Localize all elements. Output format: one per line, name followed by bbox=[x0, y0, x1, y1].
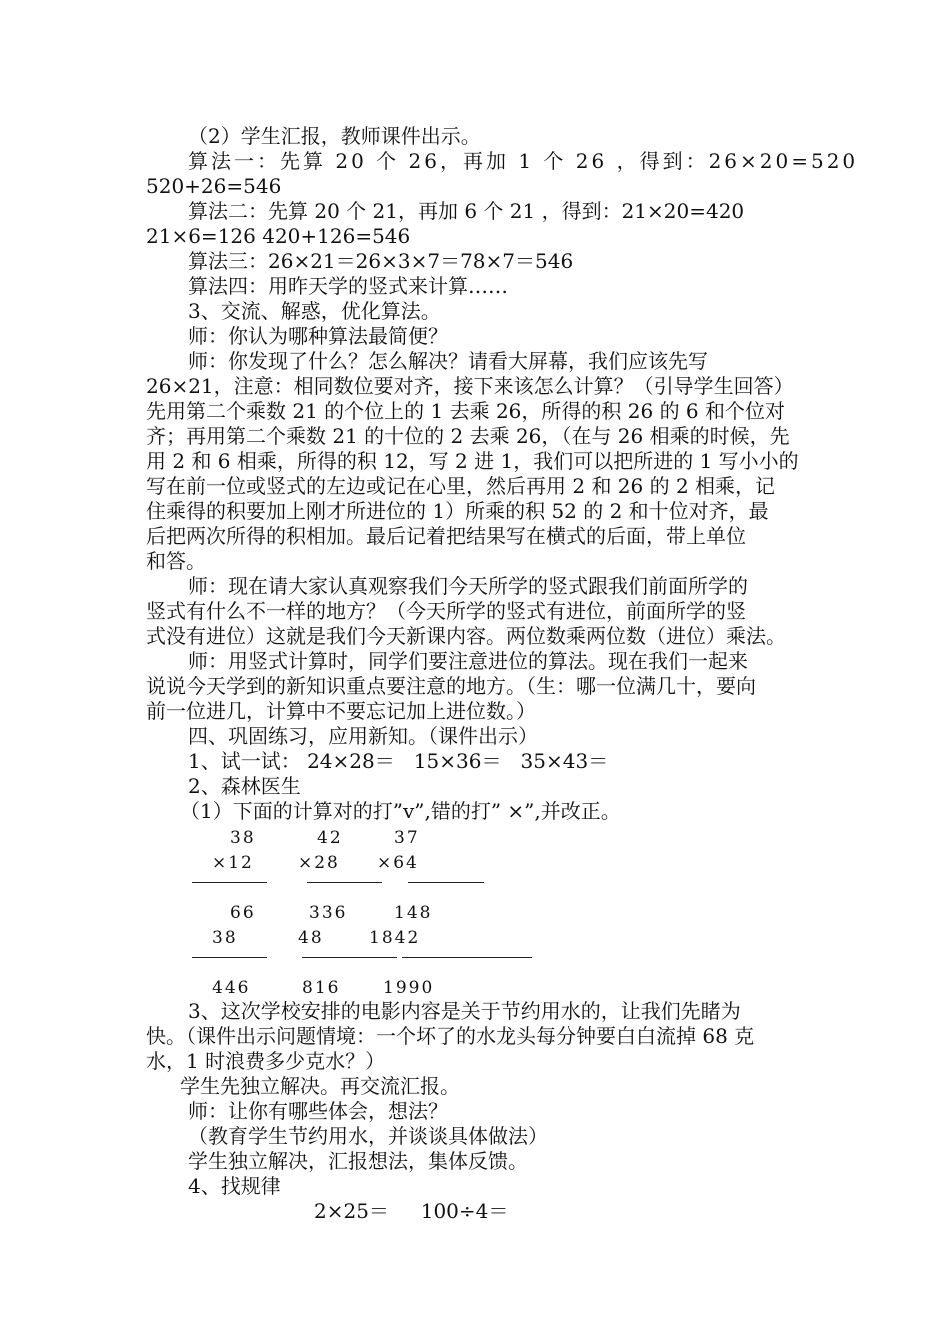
vertical-digit: ×64 bbox=[377, 853, 419, 873]
text-line: 2×25＝ 100÷4＝ bbox=[314, 1199, 509, 1223]
text-line: 算法四：用昨天学的竖式来计算…… bbox=[188, 274, 508, 298]
vertical-digit: 38 bbox=[212, 928, 238, 948]
divider-line bbox=[408, 882, 484, 883]
text-line: 算法三：26×21＝26×3×7＝78×7＝546 bbox=[188, 249, 574, 273]
text-line: 520+26=546 bbox=[146, 174, 282, 198]
text-line: 学生独立解决，汇报想法，集体反馈。 bbox=[188, 1149, 528, 1173]
text-line: 和答。 bbox=[146, 549, 206, 573]
text-line: 师：现在请大家认真观察我们今天所学的竖式跟我们前面所学的 bbox=[188, 574, 748, 598]
divider-line bbox=[402, 957, 532, 958]
text-line: 说说今天学到的新知识重点要注意的地方。（生：哪一位满几十，要向 bbox=[146, 674, 756, 698]
text-line: 算法一：先算 20 个 26，再加 1 个 26 ，得到：26×20=520 bbox=[188, 149, 859, 173]
text-line: 21×6=126 420+126=546 bbox=[146, 224, 411, 248]
vertical-digit: 336 bbox=[309, 903, 348, 923]
text-line: 3、交流、解惑，优化算法。 bbox=[188, 299, 441, 323]
vertical-digit: 148 bbox=[394, 903, 433, 923]
text-line: 1、试一试： 24×28＝ 15×36＝ 35×43＝ bbox=[188, 749, 609, 773]
text-line: 师：用竖式计算时，同学们要注意进位的算法。现在我们一起来 bbox=[188, 649, 748, 673]
text-line: 后把两次所得的积相加。最后记着把结果写在横式的后面，带上单位 bbox=[146, 524, 746, 548]
vertical-digit: ×12 bbox=[212, 853, 254, 873]
text-line: 算法二：先算 20 个 21，再加 6 个 21 ，得到：21×20=420 bbox=[188, 199, 745, 223]
vertical-digit: 816 bbox=[302, 978, 341, 998]
vertical-digit: 42 bbox=[317, 828, 343, 848]
text-line: 师：你发现了什么？怎么解决？请看大屏幕，我们应该先写 bbox=[188, 349, 708, 373]
divider-line bbox=[302, 957, 397, 958]
text-line: 学生先独立解决。再交流汇报。 bbox=[180, 1074, 460, 1098]
text-line: （1）下面的计算对的打”v”,错的打” ×”,并改正。 bbox=[180, 799, 621, 823]
text-line: 水，1 时浪费多少克水？） bbox=[146, 1049, 386, 1073]
text-line: 前一位进几，计算中不要忘记加上进位数。） bbox=[146, 699, 536, 723]
vertical-digit: 1990 bbox=[383, 978, 435, 998]
vertical-digit: 48 bbox=[298, 928, 324, 948]
text-line: 4、找规律 bbox=[188, 1174, 281, 1198]
divider-line bbox=[192, 957, 267, 958]
text-line: 快。（课件出示问题情境：一个坏了的水龙头每分钟要白白流掉 68 克 bbox=[146, 1024, 755, 1048]
text-line: 师：你认为哪种算法最简便？ bbox=[188, 324, 448, 348]
text-line: 2、森林医生 bbox=[188, 774, 301, 798]
text-line: 写在前一位或竖式的左边或记在心里，然后再用 2 和 26 的 2 相乘，记 bbox=[146, 474, 776, 498]
text-line: 住乘得的积要加上刚才所进位的 1）所乘的积 52 的 2 和十位对齐，最 bbox=[146, 499, 769, 523]
vertical-digit: 37 bbox=[394, 828, 420, 848]
vertical-digit: 446 bbox=[212, 978, 251, 998]
vertical-digit: 66 bbox=[230, 903, 256, 923]
text-line: 式没有进位）这就是我们今天新课内容。两位数乘两位数（进位）乘法。 bbox=[146, 624, 786, 648]
section-heading: 四、巩固练习，应用新知。（课件出示） bbox=[188, 724, 538, 748]
text-line: 用 2 和 6 相乘，所得的积 12，写 2 进 1，我们可以把所进的 1 写小小的 bbox=[146, 449, 799, 473]
text-line: 师：让你有哪些体会，想法？ bbox=[188, 1099, 448, 1123]
text-line: 竖式有什么不一样的地方？（今天所学的竖式有进位，前面所学的竖 bbox=[146, 599, 746, 623]
text-line: （教育学生节约用水，并谈谈具体做法） bbox=[188, 1124, 548, 1148]
vertical-digit: ×28 bbox=[298, 853, 340, 873]
text-line: 26×21，注意：相同数位要对齐，接下来该怎么计算？（引导学生回答） bbox=[146, 374, 794, 398]
divider-line bbox=[307, 882, 382, 883]
text-line: 先用第二个乘数 21 的个位上的 1 去乘 26，所得的积 26 的 6 和个位对 bbox=[146, 399, 786, 423]
text-line: （2）学生汇报，教师课件出示。 bbox=[188, 124, 481, 148]
text-line: 3、这次学校安排的电影内容是关于节约用水的，让我们先睹为 bbox=[188, 999, 741, 1023]
divider-line bbox=[192, 882, 267, 883]
text-line: 齐；再用第二个乘数 21 的十位的 2 去乘 26，（在与 26 相乘的时候，先 bbox=[146, 424, 790, 448]
vertical-digit: 1842 bbox=[369, 928, 421, 948]
vertical-digit: 38 bbox=[230, 828, 256, 848]
